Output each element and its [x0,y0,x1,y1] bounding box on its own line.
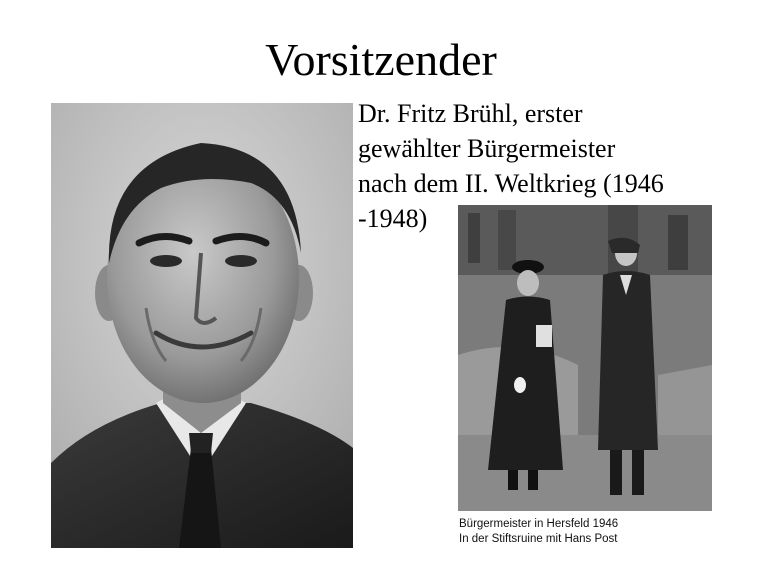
portrait-photo [51,103,353,548]
group-photo-caption-line-2: In der Stiftsruine mit Hans Post [459,533,618,545]
slide-title: Vorsitzender [265,34,497,85]
slide-caption: Dr. Fritz Brühl, erster gewählter Bürgermeister nach dem II. Weltkrieg (1946 -1948) [358,99,664,233]
group-photo-caption [459,517,711,547]
group-photo [458,205,712,552]
group-photo-caption-line-1: Bürgermeister in Hersfeld 1946 [459,518,619,530]
